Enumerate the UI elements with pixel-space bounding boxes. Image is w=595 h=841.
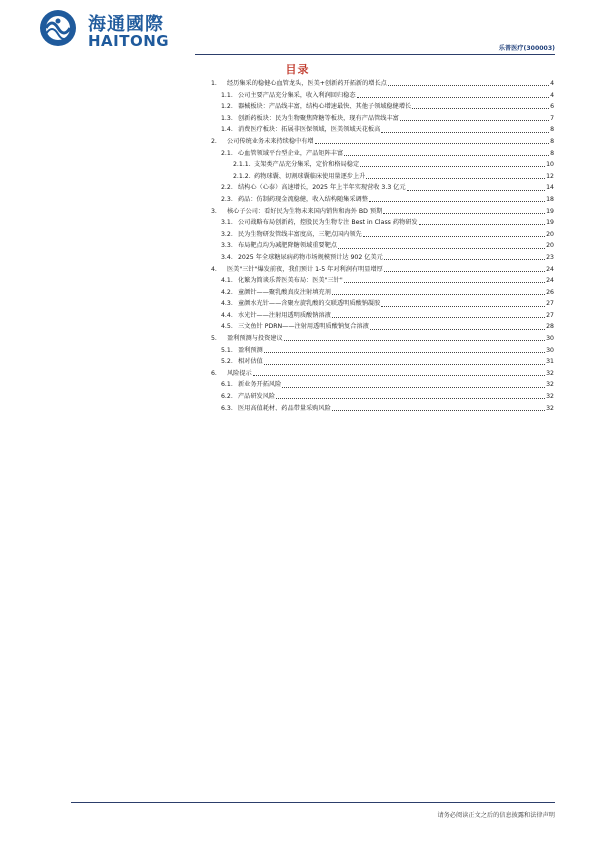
- toc-entry[interactable]: [211, 78, 554, 90]
- toc-entry-title: 公司战略布局创新药，控股民为生物专注 Best in Class 药物研发: [238, 219, 418, 227]
- toc-entry[interactable]: [211, 287, 554, 299]
- toc-entry[interactable]: [211, 206, 554, 218]
- toc-entry-leader: [369, 201, 545, 202]
- toc-entry-title: 创新药板块：民为生物聚焦降糖等板块，现有产品管线丰富: [238, 114, 399, 122]
- toc-entry-leader: [276, 398, 545, 399]
- toc-entry[interactable]: [211, 101, 554, 113]
- toc-entry-page: 20: [546, 230, 554, 238]
- toc-entry-title: 民为生物研发管线丰富度高，三靶点国内领先: [238, 230, 362, 238]
- toc-entry-number: 4.: [211, 265, 217, 273]
- header-rule: [195, 54, 555, 55]
- toc-entry-page: 27: [546, 311, 554, 319]
- toc-entry[interactable]: [211, 113, 554, 125]
- toc-entry-leader: [384, 271, 545, 272]
- toc-entry-page: 4: [550, 80, 554, 87]
- toc-entry-leader: [383, 213, 545, 214]
- toc-entry-leader: [388, 85, 549, 86]
- toc-entry[interactable]: [211, 171, 554, 183]
- toc-entry-page: 7: [550, 114, 554, 122]
- toc-entry-number: 5.2.: [221, 358, 233, 366]
- toc-entry-title: 童颜水光针——含聚左旋乳酸的交联透明质酸钠凝胶: [238, 300, 381, 308]
- toc-entry-leader: [332, 294, 545, 295]
- table-of-contents: [211, 78, 554, 414]
- toc-entry-title: 童颜针——聚乳酸真皮注射填充剂: [238, 288, 331, 296]
- toc-entry-leader: [412, 108, 549, 109]
- toc-entry-title: 水光针——注射用透明质酸钠溶液: [238, 311, 331, 319]
- toc-entry[interactable]: [211, 240, 554, 252]
- toc-entry-page: 8: [550, 137, 554, 145]
- toc-entry-leader: [264, 364, 545, 365]
- toc-entry-leader: [332, 317, 545, 318]
- toc-entry-page: 30: [546, 335, 554, 343]
- toc-entry-page: 12: [546, 172, 554, 180]
- toc-entry-page: 10: [546, 161, 554, 169]
- toc-entry-page: 32: [546, 381, 554, 389]
- toc-entry-number: 3.1.: [221, 219, 233, 227]
- toc-entry-number: 6.3.: [221, 404, 233, 412]
- toc-entry-number: 2.3.: [221, 195, 233, 203]
- toc-entry-title: 新业务开拓风险: [238, 381, 282, 389]
- toc-entry-page: 19: [546, 219, 554, 227]
- toc-entry-leader: [366, 178, 545, 179]
- toc-entry[interactable]: [211, 379, 554, 391]
- toc-entry[interactable]: [211, 182, 554, 194]
- toc-entry-title: 支架类产品充分集采，定价和格局稳定: [254, 161, 360, 169]
- toc-entry-number: 1.: [211, 80, 217, 87]
- toc-entry-title: 风险提示: [227, 369, 252, 377]
- toc-entry-number: 2.1.1.: [233, 161, 251, 169]
- toc-title: 目录: [285, 63, 310, 76]
- toc-entry[interactable]: [211, 368, 554, 380]
- toc-entry-number: 3.4.: [221, 253, 233, 261]
- company-code: 乐普医疗(300003): [498, 45, 555, 52]
- toc-entry-number: 6.: [211, 369, 217, 377]
- toc-entry-page: 19: [546, 207, 554, 215]
- toc-entry-leader: [315, 143, 549, 144]
- toc-entry-page: 24: [546, 265, 554, 273]
- toc-entry[interactable]: [211, 403, 554, 415]
- toc-entry-page: 6: [550, 103, 554, 111]
- toc-entry-leader: [363, 236, 545, 237]
- toc-entry-page: 20: [546, 242, 554, 250]
- toc-entry-leader: [344, 155, 549, 156]
- toc-entry-title: 布局靶点均为减肥降糖领域重要靶点: [238, 242, 337, 250]
- toc-entry-leader: [253, 375, 545, 376]
- toc-entry[interactable]: [211, 217, 554, 229]
- toc-entry-title: 经历集采的稳健心血管龙头，医美+创新药开拓新的增长点: [227, 80, 387, 87]
- toc-entry-leader: [384, 259, 545, 260]
- toc-entry-number: 2.2.: [221, 184, 233, 192]
- toc-entry-page: 28: [546, 323, 554, 331]
- toc-entry-title: 心血管领域平台型企业，产品矩阵丰富: [238, 149, 344, 157]
- toc-entry-leader: [357, 97, 550, 98]
- toc-entry-number: 2.1.2.: [233, 172, 251, 180]
- toc-entry-leader: [284, 340, 545, 341]
- toc-entry-page: 8: [550, 126, 554, 134]
- toc-entry[interactable]: [211, 159, 554, 171]
- toc-entry[interactable]: [211, 124, 554, 136]
- toc-entry-page: 4: [550, 91, 554, 99]
- toc-entry-leader: [400, 120, 549, 121]
- toc-entry[interactable]: [211, 345, 554, 357]
- toc-entry[interactable]: [211, 252, 554, 264]
- toc-entry-title: 相对估值: [238, 358, 263, 366]
- toc-entry-number: 4.2.: [221, 288, 233, 296]
- toc-entry-leader: [332, 410, 545, 411]
- toc-entry-page: 32: [546, 393, 554, 401]
- toc-entry-number: 2.1.: [221, 149, 233, 157]
- toc-entry-number: 4.3.: [221, 300, 233, 308]
- toc-entry-leader: [282, 387, 545, 388]
- toc-entry-number: 3.: [211, 207, 217, 215]
- toc-entry[interactable]: [211, 356, 554, 368]
- toc-entry-number: 1.2.: [221, 103, 233, 111]
- toc-entry-title: 结构心（心泰）高速增长，2025 年上半年实现营收 3.3 亿元: [238, 184, 406, 192]
- toc-entry-title: 医美"三针"爆发前夜，我们预计 1-5 年对利润有明显增厚: [227, 265, 383, 273]
- toc-entry-title: 公司传统业务未来持续稳中有增: [227, 137, 314, 145]
- toc-entry[interactable]: [211, 136, 554, 148]
- toc-entry-number: 1.1.: [221, 91, 233, 99]
- toc-entry-page: 31: [546, 358, 554, 366]
- toc-entry-page: 14: [546, 184, 554, 192]
- haitong-logo: [38, 8, 188, 50]
- toc-entry-number: 5.: [211, 335, 217, 343]
- toc-entry-page: 18: [546, 195, 554, 203]
- toc-entry-leader: [344, 282, 545, 283]
- toc-entry[interactable]: [211, 264, 554, 276]
- toc-entry-leader: [360, 166, 545, 167]
- toc-entry[interactable]: [211, 391, 554, 403]
- toc-entry-number: 3.2.: [221, 230, 233, 238]
- toc-entry[interactable]: [211, 229, 554, 241]
- toc-entry-title: 盈利预测与投资建议: [227, 335, 283, 343]
- toc-entry-title: 三文鱼针 PDRN——注射用透明质酸钠复合溶液: [238, 323, 369, 331]
- toc-entry[interactable]: [211, 194, 554, 206]
- toc-entry-title: 化繁为简谈乐普医美布局：医美"三针": [238, 277, 343, 285]
- toc-entry-page: 32: [546, 369, 554, 377]
- toc-entry-title: 产品研发风险: [238, 393, 276, 401]
- toc-entry[interactable]: [211, 90, 554, 102]
- toc-entry-number: 1.4.: [221, 126, 233, 134]
- toc-entry-number: 6.1.: [221, 381, 233, 389]
- toc-entry-page: 8: [550, 149, 554, 157]
- toc-entry-page: 30: [546, 346, 554, 354]
- toc-entry-number: 3.3.: [221, 242, 233, 250]
- toc-entry-number: 4.5.: [221, 323, 233, 331]
- toc-entry-title: 盈利预测: [238, 346, 263, 354]
- toc-entry-number: 4.4.: [221, 311, 233, 319]
- toc-entry-leader: [381, 132, 549, 133]
- toc-entry-number: 6.2.: [221, 393, 233, 401]
- toc-entry-page: 32: [546, 404, 554, 412]
- toc-entry-page: 27: [546, 300, 554, 308]
- toc-entry-title: 医用高值耗材、药品带量采购风险: [238, 404, 331, 412]
- toc-entry-leader: [264, 352, 545, 353]
- toc-entry[interactable]: [211, 310, 554, 322]
- toc-entry-leader: [381, 306, 545, 307]
- toc-entry-page: 26: [546, 288, 554, 296]
- toc-entry-leader: [370, 329, 545, 330]
- toc-entry[interactable]: [211, 321, 554, 333]
- footer-rule: [71, 802, 555, 803]
- toc-entry-number: 5.1.: [221, 346, 233, 354]
- logo-english-text: HAITONG: [88, 32, 170, 50]
- toc-entry-number: 4.1.: [221, 277, 233, 285]
- toc-entry-number: 1.3.: [221, 114, 233, 122]
- toc-entry-leader: [419, 224, 546, 225]
- toc-entry-page: 24: [546, 277, 554, 285]
- toc-entry-title: 药物球囊、切割球囊临床使用量逐步上升: [254, 172, 366, 180]
- toc-entry-leader: [338, 248, 545, 249]
- toc-entry-leader: [407, 190, 546, 191]
- logo-chinese-text: 海通國際: [88, 14, 164, 35]
- toc-entry-title: 核心子公司：看好民为生物未来国内销售和海外 BD 预期: [227, 207, 383, 215]
- footer-disclaimer: 请务必阅读正文之后的信息披露和法律声明: [437, 812, 555, 819]
- haitong-emblem-icon: [38, 8, 82, 48]
- toc-entry-number: 2.: [211, 137, 217, 145]
- toc-entry-title: 器械板块：产品线丰富，结构心增速最快、其他子领域稳健增长: [238, 103, 412, 111]
- toc-entry-page: 23: [546, 253, 554, 261]
- toc-entry-title: 公司主要产品充分集采，收入利润回归稳态: [238, 91, 356, 99]
- toc-entry-title: 2025 年全球糖尿病药物市场规模预计达 902 亿美元: [238, 253, 383, 261]
- toc-entry[interactable]: [211, 298, 554, 310]
- toc-entry[interactable]: [211, 148, 554, 160]
- toc-entry-title: 药品：仿制药现金流稳健，收入结构随集采调整: [238, 195, 368, 203]
- toc-entry[interactable]: [211, 275, 554, 287]
- toc-entry-title: 消费医疗板块：拓展非医保领域，医美领域天花板高: [238, 126, 381, 134]
- toc-entry[interactable]: [211, 333, 554, 345]
